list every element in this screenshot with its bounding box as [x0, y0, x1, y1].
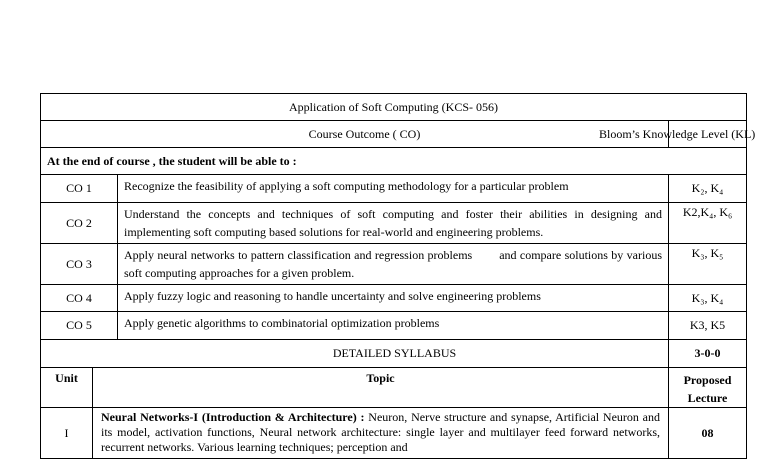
- proposed-lecture-header: [669, 368, 747, 408]
- outcome-row-2: [41, 203, 747, 244]
- outcome-row-3: [41, 244, 747, 285]
- co-label: CO 3: [41, 244, 118, 285]
- unit-heading: Neural Networks-I (Introduction & Architecture) :: [101, 410, 365, 424]
- course-title-row: [41, 94, 747, 121]
- co-description: Apply genetic algorithms to combinatorial optimization problems: [118, 312, 669, 340]
- intro-text: At the end of course , the student will be able to :: [41, 148, 747, 175]
- unit-header: Unit: [41, 368, 93, 408]
- outcome-row-5: [41, 312, 747, 340]
- co-label: CO 5: [41, 312, 118, 340]
- course-outcome-header: Course Outcome ( CO): [41, 121, 669, 148]
- blooms-level-header: [599, 121, 756, 148]
- syllabus-header-row: [41, 368, 747, 408]
- syllabus-table: [40, 339, 747, 459]
- proposed-label: Proposed: [683, 373, 732, 387]
- outcome-row-4: [41, 285, 747, 312]
- detailed-syllabus-title: DETAILED SYLLABUS: [41, 340, 669, 368]
- syllabus-title-row: [41, 340, 747, 368]
- ltp-value: 3-0-0: [669, 340, 747, 368]
- header-row: [41, 121, 747, 148]
- co-knowledge-level: K₃, K₄: [669, 285, 747, 312]
- unit-lectures: 08: [669, 408, 747, 459]
- co-description: Apply fuzzy logic and reasoning to handle uncertainty and solve engineering problems: [118, 285, 669, 312]
- co-label: CO 2: [41, 203, 118, 244]
- outcome-row-1: [41, 175, 747, 203]
- co-description: Apply neural networks to pattern classification and regression problems and compare solutions by various soft computing approaches for a given problem.: [118, 244, 669, 285]
- unit-topic: [93, 408, 669, 459]
- co-knowledge-level: K₂, K₄: [669, 175, 747, 203]
- blooms-level-header-text: Bloom’s Knowledge Level (KL): [599, 126, 756, 141]
- unit-number: I: [41, 408, 93, 459]
- co-label: CO 1: [41, 175, 118, 203]
- co-label: CO 4: [41, 285, 118, 312]
- co-description: Recognize the feasibility of applying a soft computing methodology for a particular problem: [118, 175, 669, 203]
- co-knowledge-level: K3, K5: [669, 312, 747, 340]
- lecture-label: Lecture: [687, 391, 728, 405]
- intro-row: [41, 148, 747, 175]
- course-outcome-table: [40, 93, 756, 340]
- syllabus-document: [40, 93, 756, 459]
- unit-row-1: [41, 408, 747, 459]
- unit-topic-text: Neuron, Nerve structure and synapse, Artificial Neuron and its model, activation functions, Neural network architecture: single layer and multilayer feed forward networks, recurrent networks. Various learning techniques; perception and: [101, 410, 660, 454]
- co-knowledge-level: K2,K₄, K₆: [669, 203, 747, 244]
- co-knowledge-level: K₃, K₅: [669, 244, 747, 285]
- topic-header: Topic: [93, 368, 669, 408]
- course-title: Application of Soft Computing (KCS- 056): [41, 94, 747, 121]
- co-description: Understand the concepts and techniques of soft computing and foster their abilities in designing and implementing soft computing based solutions for real-world and engineering problems.: [118, 203, 669, 244]
